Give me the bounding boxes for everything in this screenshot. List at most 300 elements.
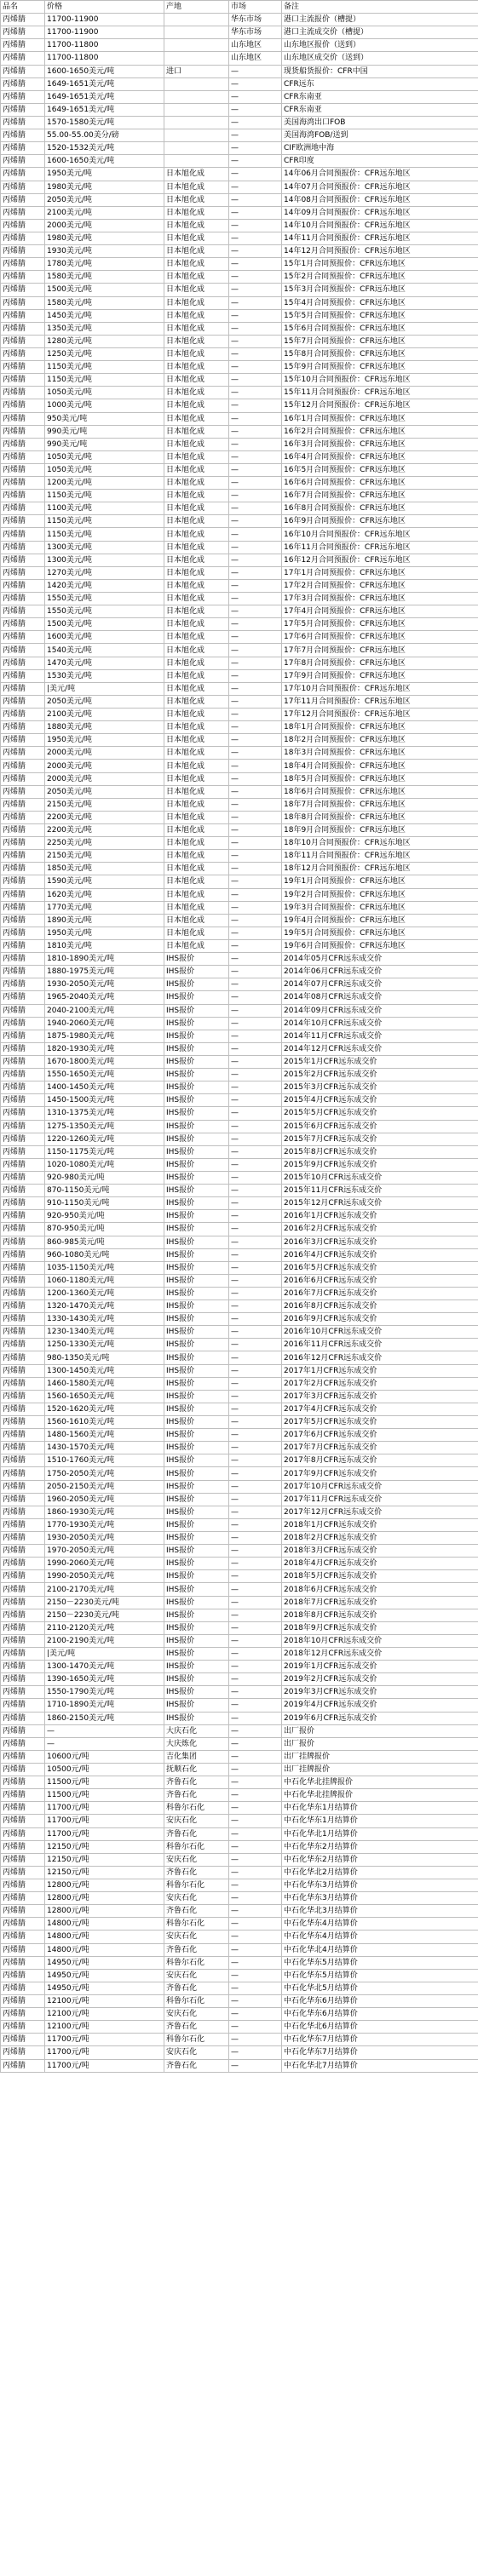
price-cell: 11700-11900 bbox=[45, 14, 164, 26]
origin-cell: IHS报价 bbox=[164, 1429, 229, 1442]
remark-cell: 2017年4月CFR远东成交价 bbox=[282, 1403, 478, 1415]
product-cell: 丙烯腈 bbox=[1, 1030, 45, 1042]
table-row bbox=[1, 709, 478, 721]
market-cell: — bbox=[229, 1403, 282, 1415]
price-cell: 2050美元/吨 bbox=[45, 695, 164, 708]
table-row bbox=[1, 103, 478, 116]
product-cell: 丙烯腈 bbox=[1, 579, 45, 592]
market-cell: — bbox=[229, 1429, 282, 1442]
price-cell: 12800元/吨 bbox=[45, 1905, 164, 1918]
remark-cell: 19年2月合同预报价：CFR远东地区 bbox=[282, 888, 478, 901]
origin-cell: 日本旭化成 bbox=[164, 309, 229, 322]
price-cell: 2040-2100美元/吨 bbox=[45, 1004, 164, 1017]
origin-cell: 日本旭化成 bbox=[164, 193, 229, 206]
market-cell: — bbox=[229, 2059, 282, 2072]
market-cell: — bbox=[229, 2034, 282, 2046]
market-cell: — bbox=[229, 605, 282, 618]
origin-cell bbox=[164, 39, 229, 52]
remark-cell: 出厂报价 bbox=[282, 1724, 478, 1737]
origin-cell: 日本旭化成 bbox=[164, 593, 229, 605]
origin-cell: IHS报价 bbox=[164, 991, 229, 1004]
table-row bbox=[1, 1030, 478, 1042]
table-row bbox=[1, 1094, 478, 1107]
product-cell: 丙烯腈 bbox=[1, 168, 45, 181]
market-cell: — bbox=[229, 1004, 282, 1017]
table-row bbox=[1, 258, 478, 271]
market-cell: — bbox=[229, 1815, 282, 1827]
remark-cell: 2014年09月CFR远东成交价 bbox=[282, 1004, 478, 1017]
remark-cell: 17年8月合同预报价：CFR远东地区 bbox=[282, 657, 478, 669]
table-row bbox=[1, 1518, 478, 1531]
product-cell: 丙烯腈 bbox=[1, 39, 45, 52]
product-cell: 丙烯腈 bbox=[1, 566, 45, 579]
market-cell: — bbox=[229, 1185, 282, 1197]
market-cell: — bbox=[229, 863, 282, 875]
remark-cell: 18年12月合同预报价：CFR远东地区 bbox=[282, 863, 478, 875]
product-cell: 丙烯腈 bbox=[1, 1210, 45, 1223]
remark-cell: CFR东南亚 bbox=[282, 90, 478, 103]
origin-cell: 日本旭化成 bbox=[164, 850, 229, 863]
header-cell-remark: 备注 bbox=[282, 1, 478, 14]
price-cell: 1930美元/吨 bbox=[45, 245, 164, 258]
remark-cell: 2015年2月CFR远东成交价 bbox=[282, 1069, 478, 1081]
table-row bbox=[1, 450, 478, 463]
price-cell: 11700-11800 bbox=[45, 39, 164, 52]
market-cell: — bbox=[229, 129, 282, 142]
remark-cell: 出厂报价 bbox=[282, 1737, 478, 1750]
price-cell: 12100元/吨 bbox=[45, 2021, 164, 2034]
market-cell: — bbox=[229, 1532, 282, 1545]
remark-cell: 2015年8月CFR远东成交价 bbox=[282, 1145, 478, 1158]
product-cell: 丙烯腈 bbox=[1, 966, 45, 978]
origin-cell bbox=[164, 90, 229, 103]
market-cell: — bbox=[229, 811, 282, 823]
remark-cell: 2017年9月CFR远东成交价 bbox=[282, 1467, 478, 1480]
table-row bbox=[1, 593, 478, 605]
price-cell: 10500元/吨 bbox=[45, 1763, 164, 1776]
price-cell: |美元/吨 bbox=[45, 682, 164, 695]
product-cell: 丙烯腈 bbox=[1, 734, 45, 747]
table-row bbox=[1, 1261, 478, 1274]
market-cell: — bbox=[229, 1994, 282, 2007]
table-row bbox=[1, 502, 478, 515]
price-cell: 1965-2040美元/吨 bbox=[45, 991, 164, 1004]
market-cell: — bbox=[229, 477, 282, 490]
table-row bbox=[1, 116, 478, 129]
origin-cell: 齐鲁石化 bbox=[164, 1943, 229, 1956]
table-row bbox=[1, 1004, 478, 1017]
product-cell: 丙烯腈 bbox=[1, 1004, 45, 1017]
price-cell: 1770美元/吨 bbox=[45, 901, 164, 914]
remark-cell: 18年1月合同预报价：CFR远东地区 bbox=[282, 721, 478, 734]
remark-cell: CIF欧洲地中海 bbox=[282, 142, 478, 155]
market-cell: — bbox=[229, 695, 282, 708]
origin-cell: 日本旭化成 bbox=[164, 206, 229, 219]
origin-cell: 日本旭化成 bbox=[164, 168, 229, 181]
table-row bbox=[1, 1840, 478, 1853]
product-cell: 丙烯腈 bbox=[1, 296, 45, 309]
price-cell: 14950元/吨 bbox=[45, 1969, 164, 1982]
product-cell: 丙烯腈 bbox=[1, 605, 45, 618]
remark-cell: 19年3月合同预报价：CFR远东地区 bbox=[282, 901, 478, 914]
origin-cell: IHS报价 bbox=[164, 1313, 229, 1326]
table-row bbox=[1, 1892, 478, 1905]
price-cell: 1620美元/吨 bbox=[45, 888, 164, 901]
price-cell: 1530美元/吨 bbox=[45, 669, 164, 682]
market-cell: — bbox=[229, 1042, 282, 1055]
remark-cell: 19年1月合同预报价：CFR远东地区 bbox=[282, 875, 478, 888]
price-cell: |美元/吨 bbox=[45, 1648, 164, 1661]
remark-cell: 中石化华东5月结算价 bbox=[282, 1956, 478, 1969]
price-cell: 960-1080美元/吨 bbox=[45, 1248, 164, 1261]
market-cell: — bbox=[229, 657, 282, 669]
remark-cell: 14年10月合同预报价：CFR远东地区 bbox=[282, 219, 478, 232]
price-cell: 1770-1930美元/吨 bbox=[45, 1518, 164, 1531]
market-cell: — bbox=[229, 1621, 282, 1634]
market-cell: — bbox=[229, 1518, 282, 1531]
market-cell: — bbox=[229, 798, 282, 811]
product-cell: 丙烯腈 bbox=[1, 772, 45, 785]
remark-cell: 2015年9月CFR远东成交价 bbox=[282, 1158, 478, 1171]
origin-cell: 日本旭化成 bbox=[164, 785, 229, 798]
remark-cell: 16年4月合同预报价：CFR远东地区 bbox=[282, 450, 478, 463]
table-row bbox=[1, 412, 478, 425]
price-cell: 1960-2050美元/吨 bbox=[45, 1493, 164, 1506]
market-cell: — bbox=[229, 824, 282, 837]
market-cell: — bbox=[229, 2021, 282, 2034]
market-cell: — bbox=[229, 1905, 282, 1918]
market-cell: — bbox=[229, 1236, 282, 1248]
price-cell: 11700元/吨 bbox=[45, 1802, 164, 1815]
table-row bbox=[1, 1866, 478, 1879]
price-cell: 920-950美元/吨 bbox=[45, 1210, 164, 1223]
product-cell: 丙烯腈 bbox=[1, 1403, 45, 1415]
table-row bbox=[1, 1724, 478, 1737]
market-cell: — bbox=[229, 1648, 282, 1661]
product-cell: 丙烯腈 bbox=[1, 1673, 45, 1686]
product-cell: 丙烯腈 bbox=[1, 1185, 45, 1197]
price-cell: — bbox=[45, 1737, 164, 1750]
market-cell: — bbox=[229, 1248, 282, 1261]
origin-cell: 日本旭化成 bbox=[164, 837, 229, 850]
origin-cell: IHS报价 bbox=[164, 1558, 229, 1570]
product-cell: 丙烯腈 bbox=[1, 14, 45, 26]
price-cell: 1890美元/吨 bbox=[45, 914, 164, 927]
table-row bbox=[1, 206, 478, 219]
table-row bbox=[1, 695, 478, 708]
table-row bbox=[1, 1802, 478, 1815]
origin-cell: 日本旭化成 bbox=[164, 554, 229, 566]
remark-cell: 中石化华东4月结算价 bbox=[282, 1931, 478, 1943]
product-cell: 丙烯腈 bbox=[1, 271, 45, 284]
product-cell: 丙烯腈 bbox=[1, 1017, 45, 1030]
price-cell: 2150美元/吨 bbox=[45, 798, 164, 811]
product-cell: 丙烯腈 bbox=[1, 798, 45, 811]
product-cell: 丙烯腈 bbox=[1, 1390, 45, 1403]
market-cell: — bbox=[229, 181, 282, 193]
market-cell: — bbox=[229, 1724, 282, 1737]
market-cell: — bbox=[229, 1943, 282, 1956]
origin-cell: 日本旭化成 bbox=[164, 644, 229, 657]
market-cell: — bbox=[229, 1313, 282, 1326]
market-cell: — bbox=[229, 991, 282, 1004]
price-cell: 1310-1375美元/吨 bbox=[45, 1107, 164, 1120]
origin-cell: IHS报价 bbox=[164, 1686, 229, 1699]
origin-cell: IHS报价 bbox=[164, 1248, 229, 1261]
table-row bbox=[1, 837, 478, 850]
origin-cell: IHS报价 bbox=[164, 1236, 229, 1248]
price-cell: 2100-2170美元/吨 bbox=[45, 1583, 164, 1596]
product-cell: 丙烯腈 bbox=[1, 1313, 45, 1326]
price-cell: 14950元/吨 bbox=[45, 1956, 164, 1969]
remark-cell: 港口主流报价（槽提） bbox=[282, 14, 478, 26]
table-row bbox=[1, 1699, 478, 1712]
market-cell: — bbox=[229, 1737, 282, 1750]
origin-cell: IHS报价 bbox=[164, 1055, 229, 1068]
product-cell: 丙烯腈 bbox=[1, 1133, 45, 1145]
market-cell: — bbox=[229, 644, 282, 657]
product-cell: 丙烯腈 bbox=[1, 541, 45, 554]
price-cell: 1150美元/吨 bbox=[45, 374, 164, 387]
product-cell: 丙烯腈 bbox=[1, 631, 45, 644]
price-cell: 2150美元/吨 bbox=[45, 850, 164, 863]
table-row bbox=[1, 1223, 478, 1236]
market-cell: — bbox=[229, 927, 282, 939]
product-cell: 丙烯腈 bbox=[1, 1750, 45, 1763]
table-row bbox=[1, 1532, 478, 1545]
remark-cell: 18年10月合同预报价：CFR远东地区 bbox=[282, 837, 478, 850]
origin-cell: 抚顺石化 bbox=[164, 1763, 229, 1776]
table-row bbox=[1, 1467, 478, 1480]
price-cell: 1590美元/吨 bbox=[45, 875, 164, 888]
market-cell: — bbox=[229, 953, 282, 966]
remark-cell: 2018年12月CFR远东成交价 bbox=[282, 1648, 478, 1661]
price-cell: 1460-1580美元/吨 bbox=[45, 1377, 164, 1390]
market-cell: — bbox=[229, 502, 282, 515]
price-cell: 1320-1470美元/吨 bbox=[45, 1300, 164, 1313]
remark-cell: 美国海湾FOB/送到 bbox=[282, 129, 478, 142]
origin-cell: 日本旭化成 bbox=[164, 399, 229, 412]
price-cell: 1150-1175美元/吨 bbox=[45, 1145, 164, 1158]
price-cell: 11700元/吨 bbox=[45, 1827, 164, 1840]
origin-cell bbox=[164, 116, 229, 129]
table-row bbox=[1, 1634, 478, 1647]
remark-cell: 14年08月合同预报价：CFR远东地区 bbox=[282, 193, 478, 206]
product-cell: 丙烯腈 bbox=[1, 1634, 45, 1647]
remark-cell: 18年3月合同预报价：CFR远东地区 bbox=[282, 747, 478, 760]
price-cell: 1860-2150美元/吨 bbox=[45, 1712, 164, 1724]
remark-cell: 2015年11月CFR远东成交价 bbox=[282, 1185, 478, 1197]
origin-cell: IHS报价 bbox=[164, 953, 229, 966]
table-row bbox=[1, 1442, 478, 1454]
product-cell: 丙烯腈 bbox=[1, 1442, 45, 1454]
market-cell: — bbox=[229, 1081, 282, 1094]
table-row bbox=[1, 284, 478, 296]
product-cell: 丙烯腈 bbox=[1, 2046, 45, 2059]
market-cell: — bbox=[229, 271, 282, 284]
origin-cell: 科鲁尔石化 bbox=[164, 1802, 229, 1815]
price-cell: 2250美元/吨 bbox=[45, 837, 164, 850]
price-cell: 1270美元/吨 bbox=[45, 566, 164, 579]
product-cell: 丙烯腈 bbox=[1, 850, 45, 863]
market-cell: — bbox=[229, 1493, 282, 1506]
table-row bbox=[1, 155, 478, 168]
product-cell: 丙烯腈 bbox=[1, 888, 45, 901]
product-cell: 丙烯腈 bbox=[1, 695, 45, 708]
remark-cell: 15年7月合同预报价：CFR远东地区 bbox=[282, 335, 478, 347]
origin-cell: IHS报价 bbox=[164, 1480, 229, 1493]
product-cell: 丙烯腈 bbox=[1, 1042, 45, 1055]
table-row bbox=[1, 1776, 478, 1789]
origin-cell: 日本旭化成 bbox=[164, 772, 229, 785]
price-cell: 55.00-55.00美分/磅 bbox=[45, 129, 164, 142]
origin-cell: 日本旭化成 bbox=[164, 605, 229, 618]
market-cell: — bbox=[229, 734, 282, 747]
price-cell: 1750-2050美元/吨 bbox=[45, 1467, 164, 1480]
market-cell: — bbox=[229, 1339, 282, 1351]
remark-cell: 14年06月合同预报价：CFR远东地区 bbox=[282, 168, 478, 181]
remark-cell: 出厂挂牌报价 bbox=[282, 1763, 478, 1776]
origin-cell: IHS报价 bbox=[164, 1274, 229, 1287]
origin-cell: IHS报价 bbox=[164, 1442, 229, 1454]
market-cell: — bbox=[229, 232, 282, 244]
market-cell: — bbox=[229, 2046, 282, 2059]
price-cell: 1540美元/吨 bbox=[45, 644, 164, 657]
remark-cell: 2015年1月CFR远东成交价 bbox=[282, 1055, 478, 1068]
origin-cell: IHS报价 bbox=[164, 1042, 229, 1055]
origin-cell: 安庆石化 bbox=[164, 1931, 229, 1943]
market-cell: — bbox=[229, 939, 282, 952]
product-cell: 丙烯腈 bbox=[1, 1931, 45, 1943]
price-cell: 14800元/吨 bbox=[45, 1931, 164, 1943]
product-cell: 丙烯腈 bbox=[1, 2021, 45, 2034]
price-cell: 11700-11900 bbox=[45, 26, 164, 39]
table-row bbox=[1, 1313, 478, 1326]
remark-cell: 2016年6月CFR远东成交价 bbox=[282, 1274, 478, 1287]
price-cell: 1400-1450美元/吨 bbox=[45, 1081, 164, 1094]
price-cell: 1649-1651美元/吨 bbox=[45, 90, 164, 103]
product-cell: 丙烯腈 bbox=[1, 77, 45, 90]
product-cell: 丙烯腈 bbox=[1, 1918, 45, 1931]
origin-cell: 日本旭化成 bbox=[164, 875, 229, 888]
price-cell: 2000美元/吨 bbox=[45, 760, 164, 772]
price-cell: 1300-1450美元/吨 bbox=[45, 1364, 164, 1377]
remark-cell: 2017年5月CFR远东成交价 bbox=[282, 1416, 478, 1429]
table-row bbox=[1, 798, 478, 811]
table-row bbox=[1, 579, 478, 592]
product-cell: 丙烯腈 bbox=[1, 309, 45, 322]
remark-cell: 2016年12月CFR远东成交价 bbox=[282, 1351, 478, 1364]
price-cell: 1050美元/吨 bbox=[45, 450, 164, 463]
table-row bbox=[1, 1558, 478, 1570]
market-cell: — bbox=[229, 579, 282, 592]
market-cell: — bbox=[229, 1377, 282, 1390]
origin-cell: 日本旭化成 bbox=[164, 709, 229, 721]
origin-cell: 日本旭化成 bbox=[164, 798, 229, 811]
product-cell: 丙烯腈 bbox=[1, 322, 45, 335]
remark-cell: 17年6月合同预报价：CFR远东地区 bbox=[282, 631, 478, 644]
product-cell: 丙烯腈 bbox=[1, 65, 45, 77]
table-row bbox=[1, 1480, 478, 1493]
origin-cell: 齐鲁石化 bbox=[164, 1866, 229, 1879]
market-cell: — bbox=[229, 1776, 282, 1789]
remark-cell: 2017年10月CFR远东成交价 bbox=[282, 1480, 478, 1493]
product-cell: 丙烯腈 bbox=[1, 1558, 45, 1570]
market-cell: — bbox=[229, 1158, 282, 1171]
price-cell: 870-950美元/吨 bbox=[45, 1223, 164, 1236]
origin-cell: IHS报价 bbox=[164, 1583, 229, 1596]
price-cell: 1550-1650美元/吨 bbox=[45, 1069, 164, 1081]
remark-cell: 中石化华东1月结算价 bbox=[282, 1802, 478, 1815]
market-cell: — bbox=[229, 90, 282, 103]
market-cell: — bbox=[229, 1956, 282, 1969]
market-cell: — bbox=[229, 284, 282, 296]
price-cell: 1980美元/吨 bbox=[45, 181, 164, 193]
origin-cell: 安庆石化 bbox=[164, 1853, 229, 1866]
market-cell: — bbox=[229, 593, 282, 605]
table-row bbox=[1, 1300, 478, 1313]
table-row bbox=[1, 26, 478, 39]
table-row bbox=[1, 1815, 478, 1827]
product-cell: 丙烯腈 bbox=[1, 181, 45, 193]
table-row bbox=[1, 1931, 478, 1943]
price-cell: 2050美元/吨 bbox=[45, 193, 164, 206]
origin-cell: 大庆炼化 bbox=[164, 1737, 229, 1750]
table-row bbox=[1, 1069, 478, 1081]
table-row bbox=[1, 966, 478, 978]
product-cell: 丙烯腈 bbox=[1, 593, 45, 605]
remark-cell: 2016年2月CFR远东成交价 bbox=[282, 1223, 478, 1236]
market-cell: — bbox=[229, 1171, 282, 1184]
table-row bbox=[1, 2021, 478, 2034]
origin-cell: 日本旭化成 bbox=[164, 335, 229, 347]
table-row bbox=[1, 554, 478, 566]
market-cell: — bbox=[229, 888, 282, 901]
table-row bbox=[1, 772, 478, 785]
remark-cell: 18年2月合同预报价：CFR远东地区 bbox=[282, 734, 478, 747]
product-cell: 丙烯腈 bbox=[1, 412, 45, 425]
price-cell: 14950元/吨 bbox=[45, 1982, 164, 1994]
origin-cell: IHS报价 bbox=[164, 1416, 229, 1429]
origin-cell: IHS报价 bbox=[164, 1403, 229, 1415]
remark-cell: 17年9月合同预报价：CFR远东地区 bbox=[282, 669, 478, 682]
product-cell: 丙烯腈 bbox=[1, 490, 45, 502]
origin-cell: IHS报价 bbox=[164, 1648, 229, 1661]
remark-cell: 15年1月合同预报价：CFR远东地区 bbox=[282, 258, 478, 271]
origin-cell: 安庆石化 bbox=[164, 2046, 229, 2059]
market-cell: — bbox=[229, 760, 282, 772]
product-cell: 丙烯腈 bbox=[1, 1493, 45, 1506]
origin-cell: 日本旭化成 bbox=[164, 657, 229, 669]
origin-cell: 日本旭化成 bbox=[164, 502, 229, 515]
table-row bbox=[1, 1956, 478, 1969]
table-row bbox=[1, 1429, 478, 1442]
table-row bbox=[1, 1339, 478, 1351]
origin-cell: 日本旭化成 bbox=[164, 515, 229, 528]
remark-cell: 16年6月合同预报价：CFR远东地区 bbox=[282, 477, 478, 490]
remark-cell: 15年12月合同预报价：CFR远东地区 bbox=[282, 399, 478, 412]
product-cell: 丙烯腈 bbox=[1, 335, 45, 347]
price-cell: 1150美元/吨 bbox=[45, 515, 164, 528]
table-row bbox=[1, 52, 478, 65]
remark-cell: 16年1月合同预报价：CFR远东地区 bbox=[282, 412, 478, 425]
table-row bbox=[1, 1905, 478, 1918]
remark-cell: 2017年11月CFR远东成交价 bbox=[282, 1493, 478, 1506]
origin-cell: 日本旭化成 bbox=[164, 271, 229, 284]
remark-cell: 2018年6月CFR远东成交价 bbox=[282, 1583, 478, 1596]
price-cell: 1300美元/吨 bbox=[45, 541, 164, 554]
product-cell: 丙烯腈 bbox=[1, 26, 45, 39]
